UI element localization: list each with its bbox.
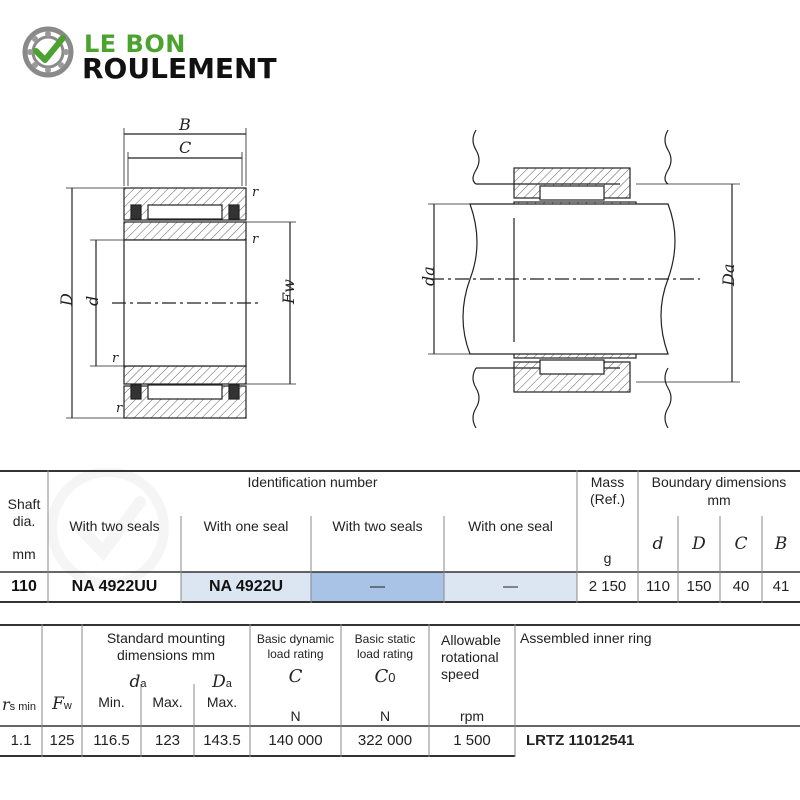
dim-D-label: D	[57, 293, 76, 306]
row-Da-max: 143.5	[203, 732, 241, 749]
row-da-min: 116.5	[93, 732, 130, 749]
with-one-seal-header-2: With one seal	[468, 518, 553, 534]
row-rs: 1.1	[10, 732, 32, 749]
row-speed: 1 500	[453, 732, 491, 749]
speed-header: Allowable rotational speed	[441, 632, 501, 682]
inner-ring-header: Assembled inner ring	[520, 630, 652, 646]
row-C: 40	[732, 578, 750, 595]
row-inner-ring: LRTZ 11012541	[526, 732, 635, 749]
row-one-seal: NA 4922U	[208, 578, 284, 595]
fw-header: Fw	[52, 694, 72, 714]
col-C-header: C	[734, 534, 748, 554]
svg-text:da: da	[419, 266, 438, 286]
row-d: 110	[646, 578, 670, 595]
stat-header: Basic static load rating	[354, 632, 416, 661]
shaft-dia-header: Shaft dia.	[7, 496, 41, 529]
row-stat: 322 000	[357, 732, 413, 749]
dyn-symbol: C	[288, 666, 303, 687]
mass-unit: g	[603, 550, 612, 566]
ident-header: Identification number	[247, 474, 378, 490]
row-fw: 125	[49, 732, 75, 749]
brand-line1: LE BON	[84, 30, 186, 58]
dim-B-label: B	[179, 115, 191, 134]
col-d-header: d	[652, 534, 664, 554]
with-two-seals-header-2: With two seals	[332, 518, 423, 534]
da-max-header: Max.	[152, 694, 183, 710]
with-two-seals-header-1: With two seals	[69, 518, 160, 534]
row-mass: 2 150	[588, 578, 627, 595]
svg-text:r: r	[112, 351, 119, 366]
Da-max-header: Max.	[206, 694, 238, 710]
boundary-header: Boundary dimensions	[651, 474, 787, 490]
stat-sym: C	[374, 666, 389, 687]
col-D-header: D	[692, 534, 706, 554]
rs-header: rs min	[2, 695, 36, 714]
boundary-unit: mm	[707, 492, 731, 508]
row-two-seals-2: —	[370, 578, 385, 595]
mounting-spec-table	[0, 624, 800, 759]
svg-text:r: r	[252, 232, 259, 247]
row-dyn: 140 000	[268, 732, 323, 749]
row-D: 150	[686, 578, 712, 595]
da-header: da	[129, 672, 147, 692]
dyn-unit: N	[290, 708, 301, 724]
with-one-seal-header-1: With one seal	[203, 518, 289, 534]
dyn-header: Basic dynamic load rating	[256, 632, 335, 661]
row-shaft: 110	[11, 578, 37, 595]
da-min-header: Min.	[98, 694, 125, 710]
svg-text:Da: Da	[719, 263, 738, 286]
Da-header: Da	[212, 672, 232, 692]
stat-symbol	[341, 668, 429, 686]
svg-text:r: r	[116, 401, 123, 416]
row-B: 41	[772, 578, 790, 595]
col-B-header: B	[774, 534, 788, 554]
row-two-seals: NA 4922UU	[71, 578, 158, 595]
row-da-max: 123	[154, 732, 181, 749]
std-mount-header: Standard mounting dimensions mm	[106, 630, 226, 663]
svg-text:r: r	[252, 185, 259, 200]
row-one-seal-2: —	[503, 578, 518, 595]
bearing-spec-table	[0, 470, 800, 603]
speed-unit: rpm	[459, 708, 485, 724]
mass-header: Mass (Ref.)	[590, 474, 625, 507]
dim-C-label: C	[179, 138, 192, 157]
shaft-unit: mm	[12, 546, 36, 562]
stat-unit: N	[379, 708, 391, 724]
svg-text:Fw: Fw	[279, 279, 298, 304]
stat-sub: 0	[388, 670, 396, 685]
brand-line2: ROULEMENT	[82, 52, 277, 85]
dim-d-label: d	[83, 295, 102, 306]
